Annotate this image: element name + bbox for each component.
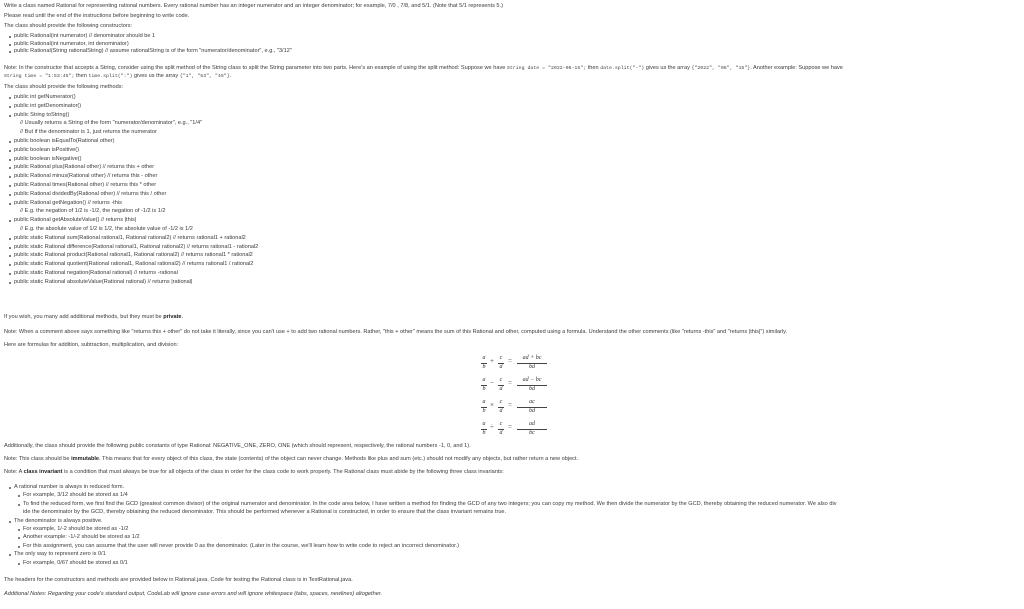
- method-item: public static Rational difference(Rational rational1, Rational rational2) // returns rational1 - rational2: [14, 243, 259, 250]
- method-comment: // E.g. the absolute value of 1/2 is 1/2, the absolute value of -1/2 is 1/2: [20, 226, 193, 232]
- fraction-bar: [498, 429, 504, 430]
- code-snippet: String time = "1:53:45";: [4, 74, 75, 79]
- bullet-marker: [9, 51, 11, 53]
- fraction-bar: [517, 429, 547, 430]
- methods-header: The class should provide the following methods:: [4, 84, 124, 90]
- private-note-text: If you wish, you many add additional methods, but they must be: [4, 314, 164, 320]
- formula-term-num: ad + bc: [522, 355, 542, 361]
- formula-term-den: bd: [529, 386, 535, 392]
- invariant-note: [4, 470, 504, 476]
- fraction-bar: [498, 363, 504, 364]
- bullet-marker: [18, 504, 20, 506]
- bullet-marker: [9, 203, 11, 205]
- formula-term-c: c: [499, 399, 503, 405]
- method-item: public boolean isPositive(): [14, 146, 79, 153]
- formula-term-b: b: [482, 408, 486, 414]
- method-item: public Rational times(Rational other) // returns this * other: [14, 182, 157, 188]
- formula-term-b: b: [482, 364, 486, 370]
- method-item: public boolean isEqualTo(Rational other): [14, 138, 115, 144]
- method-item: public static Rational product(Rational rational1, Rational rational2) // returns rational1 * rational2: [14, 252, 253, 259]
- intro-line: Write a class named Rational for representing rational numbers. Every rational number has an integer numerator and an integer denominator; for example, 7/0 , 7/8, and 5/1. (Note that 5/1 represents 5.): [4, 3, 503, 9]
- equals-sign: =: [508, 401, 512, 409]
- bullet-marker: [9, 521, 11, 523]
- bullet-marker: [9, 487, 11, 489]
- formula-term-num: ad − bc: [522, 377, 542, 383]
- formula-term-a: a: [482, 421, 486, 427]
- formula-operator: +: [490, 357, 494, 365]
- method-item: public static Rational negation(Rational rational) // returns -rational: [14, 270, 178, 276]
- formula-term-b: b: [482, 430, 486, 436]
- method-item: public Rational dividedBy(Rational other) // returns this / other: [14, 190, 167, 197]
- fraction-bar: [498, 385, 504, 386]
- invariant-item: For example, 0/67 should be stored as 0/1: [23, 559, 128, 566]
- private-note: [4, 315, 183, 321]
- method-item: public static Rational absoluteValue(Rational rational) // returns |rational|: [14, 278, 193, 285]
- formula-term-a: a: [482, 377, 486, 383]
- bullet-marker: [9, 220, 11, 222]
- bullet-marker: [9, 159, 11, 161]
- code-snippet: {"2022", "06", "15"}: [691, 66, 751, 71]
- private-keyword: private: [163, 314, 182, 320]
- constructor-item: public Rational(int numerator, int denominator): [14, 40, 129, 47]
- formula-operator: −: [490, 379, 494, 387]
- immutable-note-text: Note: This class should be: [4, 456, 72, 462]
- read-instructions-line: Please read until the end of the instructions before beginning to write code.: [4, 13, 190, 19]
- formula-term-a: a: [482, 355, 486, 361]
- split-note-text: gives us the array: [645, 65, 690, 71]
- invariant-item: The only way to represent zero is 0/1: [14, 551, 106, 558]
- formula-term-d: d: [499, 386, 503, 392]
- method-comment: // E.g. the negation of 1/2 is -1/2, the negation of -1/2 is 1/2: [20, 208, 166, 215]
- formula-term-b: b: [482, 386, 486, 392]
- class-invariant-term: class invariant: [23, 469, 63, 475]
- bullet-marker: [9, 97, 11, 99]
- split-note-text: then: [76, 73, 87, 79]
- invariant-item: For example, 1/-2 should be stored as -1/2: [23, 526, 129, 532]
- equals-sign: =: [508, 357, 512, 365]
- formula-term-c: c: [499, 377, 503, 383]
- formula-term-c: c: [499, 421, 503, 427]
- bullet-marker: [18, 546, 20, 548]
- code-snippet: date.split("-"): [600, 66, 645, 71]
- fraction-bar: [481, 407, 487, 408]
- method-comment: // Usually returns a String of the form "numerator/denominator", e.g., "1/4": [20, 120, 203, 127]
- bullet-marker: [9, 264, 11, 266]
- bullet-marker: [9, 115, 11, 117]
- bullet-marker: [9, 238, 11, 240]
- formula-term-d: d: [499, 430, 503, 436]
- formula-term-d: d: [499, 364, 503, 370]
- formula-term-den: bc: [529, 430, 535, 436]
- formula-term-num: ad: [529, 421, 535, 427]
- invariant-item: The denominator is always positive.: [14, 517, 103, 524]
- immutable-note-text: . This means that for every object of this class, the state (contents) of the object can never change. Methods like plus and sum (etc.) should not modify any objects, but rather return a new object.: [99, 456, 579, 462]
- split-note-text: Note: In the constructor that accepts a String, consider using the split method of the String class to split the String parameter into two parts. Here's an example of using the split method: Suppose we have: [4, 65, 506, 71]
- formula-operator: ÷: [490, 423, 494, 431]
- formula-term-c: c: [499, 355, 503, 361]
- additional-notes: Additional Notes: Regarding your code's standard output, CodeLab will ignore case errors and will ignore whitespace (tabs, spaces, newlines) altogether.: [4, 591, 383, 597]
- invariant-item: For example, 3/12 should be stored as 1/4: [23, 492, 128, 499]
- code-snippet: time.split(":"): [88, 74, 133, 79]
- bullet-marker: [9, 150, 11, 152]
- formula-term-d: d: [499, 408, 503, 414]
- method-item: public String toString(): [14, 111, 70, 118]
- method-item: public Rational getNegation() // returns -this: [14, 199, 122, 206]
- formula-term-num: ac: [529, 399, 535, 405]
- bullet-marker: [9, 273, 11, 275]
- bullet-marker: [9, 185, 11, 187]
- bullet-marker: [9, 176, 11, 178]
- code-snippet: {"1", "53", "45"}: [179, 74, 230, 79]
- method-item: public static Rational sum(Rational rational1, Rational rational2) // returns rational1 + rational2: [14, 234, 246, 241]
- invariant-item: To find the reduced form, we first find the GCD (greatest common divisor) of the original numerator and denominator. In the code area below, I have written a method for finding the GCD of any two integers; you can copy my method. We then divide the numerator by the GCD, thereby obtaining the reduced numerator. We also div: [23, 500, 837, 507]
- fraction-bar: [481, 363, 487, 364]
- method-item: public int getNumerator(): [14, 94, 76, 100]
- split-note-text: then: [587, 65, 599, 71]
- fraction-bar: [498, 407, 504, 408]
- method-item: public boolean isNegative(): [14, 155, 82, 162]
- bullet-marker: [9, 141, 11, 143]
- method-item: public Rational getAbsoluteValue() // returns |this|: [14, 217, 137, 224]
- bullet-marker: [18, 537, 20, 539]
- method-item: public static Rational quotient(Rational rational1, Rational rational2) // returns rational1 / rational2: [14, 261, 254, 268]
- method-comment: // But if the denominator is 1, just returns the numerator: [20, 129, 157, 136]
- method-item: public int getDenominator(): [14, 102, 82, 109]
- immutable-note: [4, 457, 578, 463]
- fraction-bar: [481, 385, 487, 386]
- invariant-note-text: Note: A: [4, 469, 24, 475]
- bullet-marker: [18, 563, 20, 565]
- method-item: public Rational minus(Rational other) // returns this - other: [14, 173, 158, 180]
- private-note-text: .: [181, 314, 184, 320]
- fraction-bar: [517, 363, 547, 364]
- code-snippet: String date = "2022-06-15";: [506, 66, 587, 71]
- invariant-item: Another example: -1/-2 should be stored as 1/2: [23, 534, 140, 541]
- formulas-intro: Here are formulas for addition, subtraction, multiplication, and division:: [4, 342, 179, 348]
- invariant-item: For this assignment, you can assume that the user will never provide 0 as the denominator. (Later in the course, we'll learn how to write code to reject an incorrect denominator.): [23, 542, 460, 549]
- bullet-marker: [9, 44, 11, 46]
- bullet-marker: [18, 529, 20, 531]
- bullet-marker: [9, 247, 11, 249]
- formula-term-den: bd: [529, 408, 535, 414]
- bullet-marker: [9, 194, 11, 196]
- bullet-marker: [9, 167, 11, 169]
- split-note-text: .: [229, 73, 232, 79]
- split-note-text: gives us the array: [134, 73, 179, 79]
- fraction-bar: [481, 429, 487, 430]
- bullet-marker: [9, 554, 11, 556]
- bullet-marker: [9, 36, 11, 38]
- bullet-marker: [9, 255, 11, 257]
- fraction-bar: [517, 407, 547, 408]
- bullet-marker: [9, 106, 11, 108]
- immutable-keyword: immutable: [71, 456, 100, 462]
- formula-term-den: bd: [529, 364, 535, 370]
- bullet-marker: [9, 282, 11, 284]
- comment-note: Note: When a comment above says something like "returns this + other" do not take it literally, since you can't use + to add two rational numbers. Rather, "this + other" means the sum of this Rational and other, computed using a formula. Understand the other comments (like "returns -this" and "returns |this|") similarly.: [4, 329, 788, 335]
- split-note-line2: [4, 74, 231, 80]
- constants-note: Additionally, the class should provide the following public constants of type Rational: NEGATIVE_ONE, ZERO, ONE (which should represent, respectively, the rational numbers -1, 0, and 1).: [4, 443, 471, 449]
- equals-sign: =: [508, 379, 512, 387]
- constructor-item: public Rational(int numerator) // denominator should be 1: [14, 33, 156, 39]
- invariant-item: A rational number is always in reduced form.: [14, 484, 125, 490]
- method-item: public Rational plus(Rational other) // returns this + other: [14, 164, 155, 171]
- constructors-header: The class should provide the following constructors:: [4, 23, 133, 29]
- formula-term-a: a: [482, 399, 486, 405]
- invariant-note-text: is a condition that must always be true for all objects of the class in order for the class code to work properly. The Rational class must abide by the following three class invariants:: [62, 469, 504, 475]
- headers-note: The headers for the constructors and methods are provided below in Rational.java. Code for testing the Rational class is in TestRational.java.: [4, 577, 353, 583]
- invariant-item: ide the denominator by the GCD, thereby obtaining the reduced denominator. This should be performed whenever a Rational is constructed, in order to ensure that the class invariant remains true.: [23, 509, 507, 516]
- split-note-line1: [4, 66, 843, 72]
- split-note-text: . Another example: Suppose we have: [750, 65, 843, 71]
- equals-sign: =: [508, 423, 512, 431]
- fraction-bar: [517, 385, 547, 386]
- formula-operator: ×: [490, 401, 494, 409]
- constructor-item: public Rational(String rationalString) // assume rationalString is of the form "numerator/denominator", e.g., "3/12": [14, 48, 292, 54]
- bullet-marker: [18, 495, 20, 497]
